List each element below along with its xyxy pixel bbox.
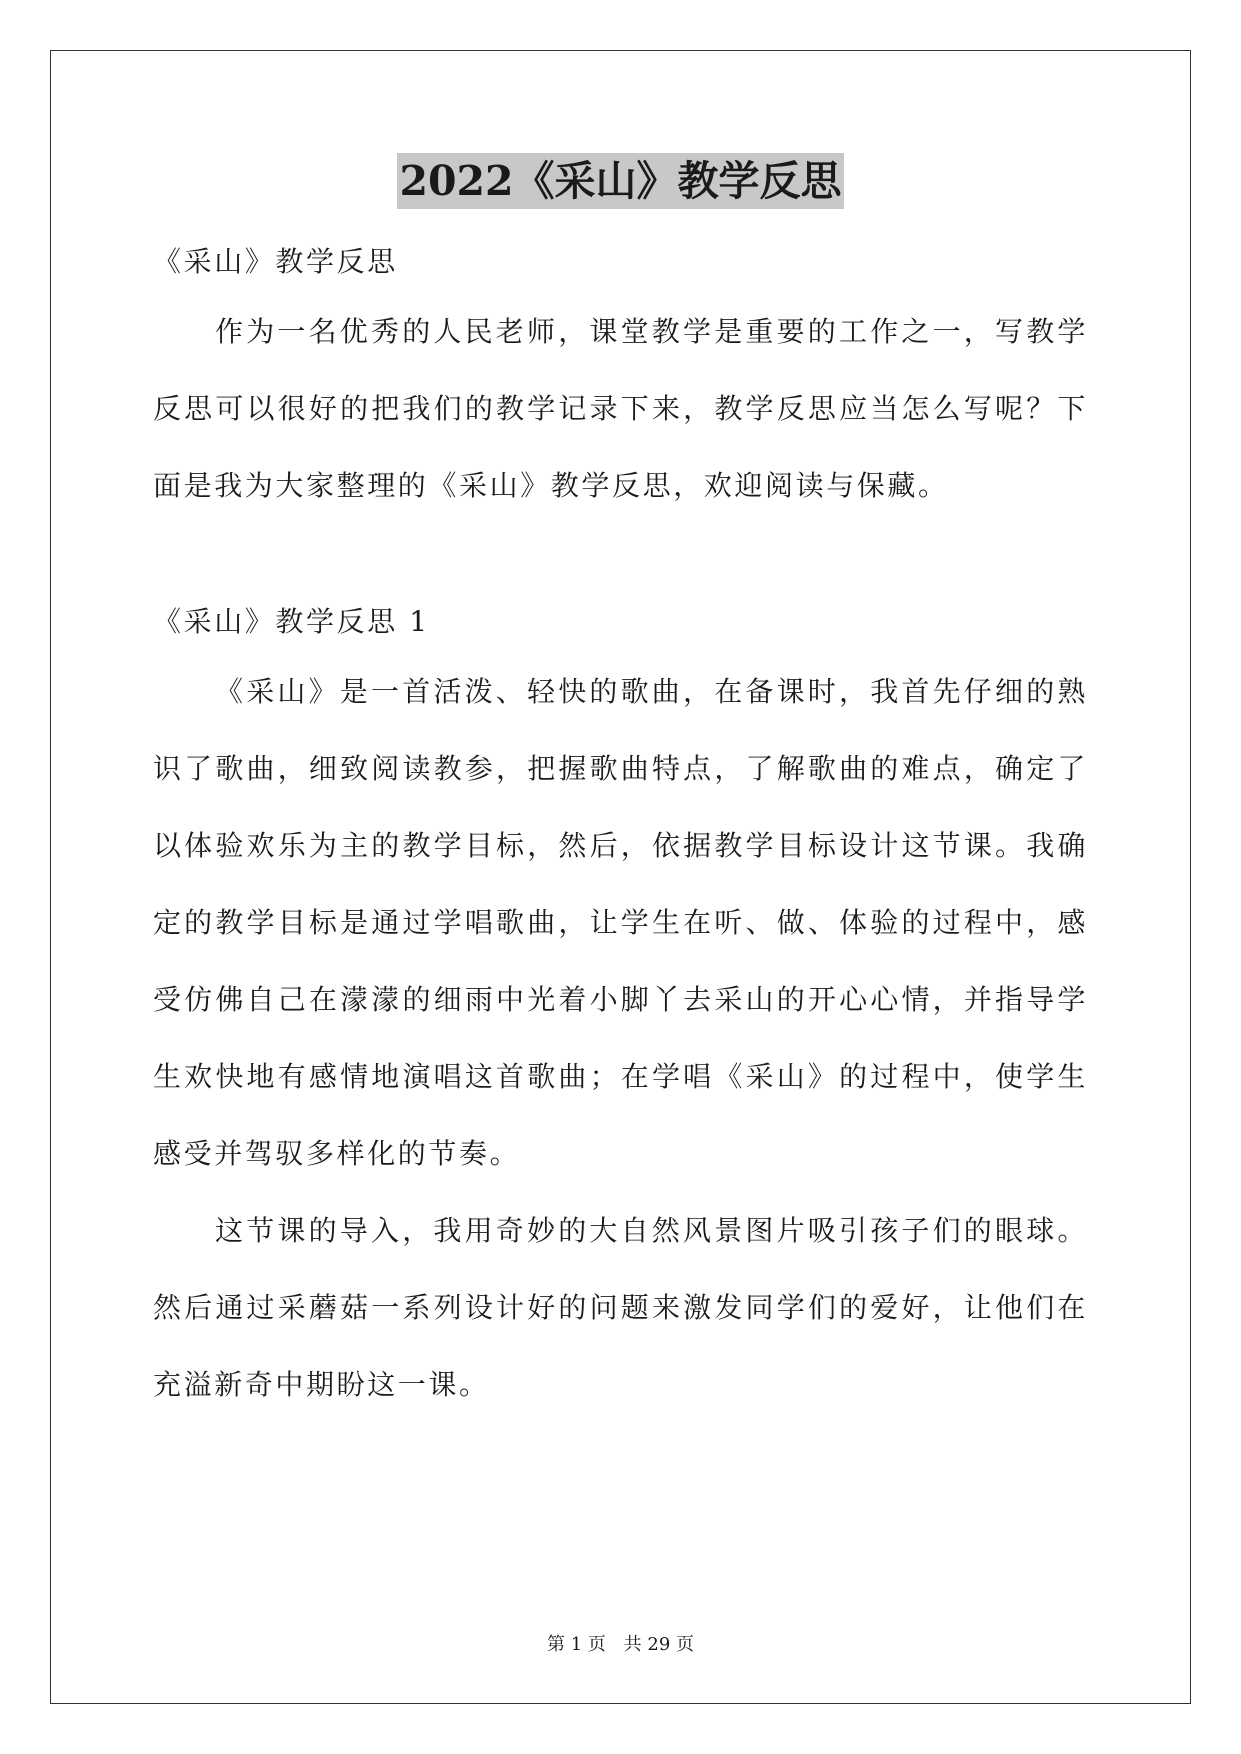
- intro-paragraph: 作为一名优秀的人民老师，课堂教学是重要的工作之一，写教学反思可以很好的把我们的教学记录下来，教学反思应当怎么写呢？下面是我为大家整理的《采山》教学反思，欢迎阅读与保藏。: [153, 315, 1088, 502]
- title-container: [0, 153, 1241, 209]
- page-number: 第 1 页: [547, 1634, 606, 1655]
- intro-section: [153, 293, 1088, 524]
- section1-heading: 《采山》教学反思 1: [153, 605, 430, 638]
- document-title: 2022《采山》教学反思: [397, 153, 843, 209]
- section1-paragraph: 《采山》是一首活泼、轻快的歌曲，在备课时，我首先仔细的熟识了歌曲，细致阅读教参，把握歌曲特点，了解歌曲的难点，确定了以体验欢乐为主的教学目标，然后，依据教学目标设计这节课。我确定的教学目标是通过学唱歌曲，让学生在听、做、体验的过程中，感受仿佛自己在濛濛的细雨中光着小脚丫去采山的开心心情，并指导学生欢快地有感情地演唱这首歌曲；在学唱《采山》的过程中，使学生感受并驾驭多样化的节奏。: [153, 675, 1088, 1170]
- section1-paragraph: 这节课的导入，我用奇妙的大自然风景图片吸引孩子们的眼球。然后通过采蘑菇一系列设计好的问题来激发同学们的爱好，让他们在充溢新奇中期盼这一课。: [153, 1214, 1088, 1401]
- page-footer: [0, 1630, 1241, 1656]
- section1-body: [153, 653, 1088, 1423]
- page-total: 共 29 页: [623, 1634, 694, 1655]
- intro-heading: 《采山》教学反思: [153, 245, 398, 278]
